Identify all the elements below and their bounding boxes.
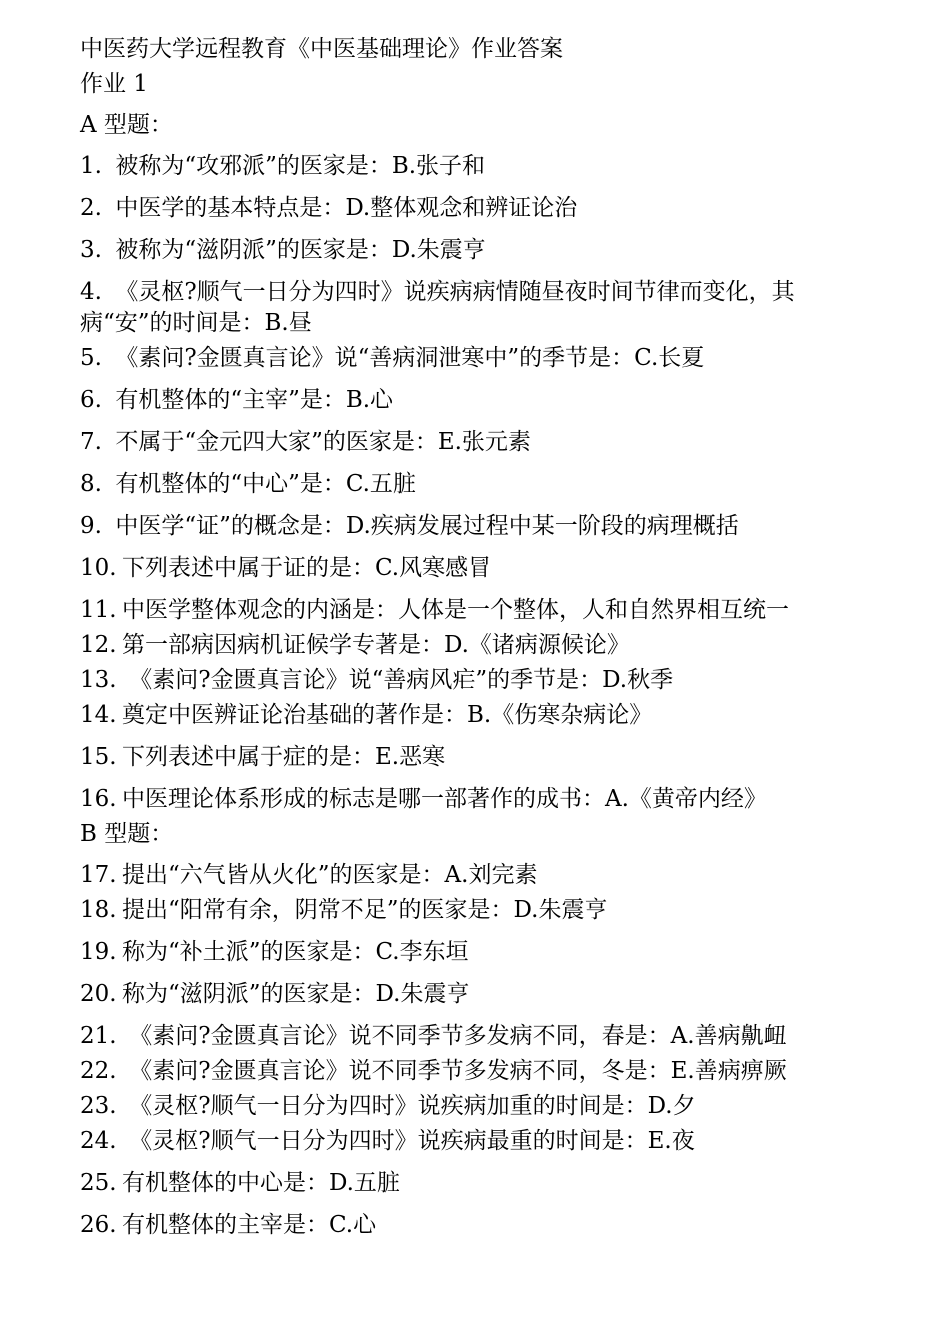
question-7: [80, 427, 880, 458]
question-3: [80, 235, 880, 266]
document-title: 中医药大学远程教育《中医基础理论》作业答案: [80, 36, 563, 62]
question-text: 第一部病因病机证候学专著是：D.《诸病源候论》: [122, 632, 630, 658]
question-21: [80, 1021, 880, 1052]
question-text: 中医学整体观念的内涵是：人体是一个整体，人和自然界相互统一: [122, 597, 789, 623]
question-number: 26.: [80, 1212, 117, 1238]
question-number: 4.: [80, 279, 102, 305]
question-2: [80, 193, 880, 224]
question-text: 中医学“证”的概念是：D.疾病发展过程中某一阶段的病理概括: [115, 513, 739, 539]
question-15: [80, 742, 880, 773]
section-heading-b: B 型题：: [80, 821, 174, 847]
question-text: 《素问?金匮真言论》说不同季节多发病不同，春是：A.善病鼽衄: [122, 1023, 787, 1049]
question-6: [80, 385, 880, 416]
question-number: 10.: [80, 555, 117, 581]
question-number: 11.: [80, 597, 117, 623]
question-text: 称为“滋阴派”的医家是：D.朱震亨: [122, 981, 470, 1007]
section-heading-a: A 型题：: [80, 112, 173, 138]
question-number: 24.: [80, 1128, 117, 1154]
homework-heading: 作业 1: [80, 71, 148, 97]
question-number: 6.: [80, 387, 102, 413]
question-text: 被称为“攻邪派”的医家是：B.张子和: [115, 153, 486, 179]
question-19: [80, 937, 880, 968]
question-8: [80, 469, 880, 500]
question-number: 16.: [80, 786, 117, 812]
question-11: [80, 595, 880, 626]
question-5: [80, 343, 880, 374]
question-9: [80, 511, 880, 542]
question-10: [80, 553, 880, 584]
question-number: 13.: [80, 667, 117, 693]
question-17: [80, 860, 880, 891]
question-20: [80, 979, 880, 1010]
question-number: 20.: [80, 981, 117, 1007]
question-text: 有机整体的“主宰”是：B.心: [115, 387, 394, 413]
question-number: 2.: [80, 195, 102, 221]
question-number: 9.: [80, 513, 102, 539]
question-text: 称为“补土派”的医家是：C.李东垣: [122, 939, 469, 965]
question-18: [80, 895, 880, 926]
question-4: [80, 277, 880, 308]
question-text: 提出“阳常有余，阴常不足”的医家是：D.朱震亨: [122, 897, 608, 923]
document-page: [80, 34, 880, 1241]
question-text: 《灵枢?顺气一日分为四时》说疾病加重的时间是：D.夕: [122, 1093, 696, 1119]
question-number: 15.: [80, 744, 117, 770]
question-text: 下列表述中属于证的是：C.风寒感冒: [122, 555, 492, 581]
question-number: 14.: [80, 702, 117, 728]
question-24: [80, 1126, 880, 1157]
question-number: 12.: [80, 632, 117, 658]
question-text: 奠定中医辨证论治基础的著作是：B.《伤寒杂病论》: [122, 702, 653, 728]
question-26: [80, 1210, 880, 1241]
question-13: [80, 665, 880, 696]
question-number: 23.: [80, 1093, 117, 1119]
question-number: 22.: [80, 1058, 117, 1084]
question-text: 中医理论体系形成的标志是哪一部著作的成书：A.《黄帝内经》: [122, 786, 767, 812]
question-number: 7.: [80, 429, 102, 455]
question-number: 17.: [80, 862, 117, 888]
question-text: 《素问?金匮真言论》说“善病洞泄寒中”的季节是：C.长夏: [115, 345, 705, 371]
question-number: 25.: [80, 1170, 117, 1196]
question-text: 中医学的基本特点是：D.整体观念和辨证论治: [115, 195, 578, 221]
question-text: 不属于“金元四大家”的医家是：E.张元素: [115, 429, 531, 455]
question-text: 有机整体的“中心”是：C.五脏: [115, 471, 416, 497]
question-number: 8.: [80, 471, 102, 497]
question-text: 下列表述中属于症的是：E.恶寒: [122, 744, 446, 770]
question-number: 18.: [80, 897, 117, 923]
question-text: 有机整体的主宰是：C.心: [122, 1212, 377, 1238]
question-text: 《灵枢?顺气一日分为四时》说疾病最重的时间是：E.夜: [122, 1128, 695, 1154]
question-number: 19.: [80, 939, 117, 965]
question-number: 21.: [80, 1023, 117, 1049]
question-23: [80, 1091, 880, 1122]
question-12: [80, 630, 880, 661]
question-4-continuation: 病“安”的时间是：B.昼: [80, 310, 312, 336]
question-1: [80, 151, 880, 182]
question-25: [80, 1168, 880, 1199]
question-text: 《素问?金匮真言论》说不同季节多发病不同，冬是：E.善病痹厥: [122, 1058, 787, 1084]
question-number: 5.: [80, 345, 102, 371]
question-22: [80, 1056, 880, 1087]
question-text: 被称为“滋阴派”的医家是：D.朱震亨: [115, 237, 486, 263]
question-number: 3.: [80, 237, 102, 263]
question-text: 提出“六气皆从火化”的医家是：A.刘完素: [122, 862, 538, 888]
question-text: 有机整体的中心是：D.五脏: [122, 1170, 400, 1196]
question-14: [80, 700, 880, 731]
question-number: 1.: [80, 153, 102, 179]
question-16: [80, 784, 880, 815]
question-text: 《灵枢?顺气一日分为四时》说疾病病情随昼夜时间节律而变化，其: [115, 279, 795, 305]
question-text: 《素问?金匮真言论》说“善病风疟”的季节是：D.秋季: [122, 667, 674, 693]
